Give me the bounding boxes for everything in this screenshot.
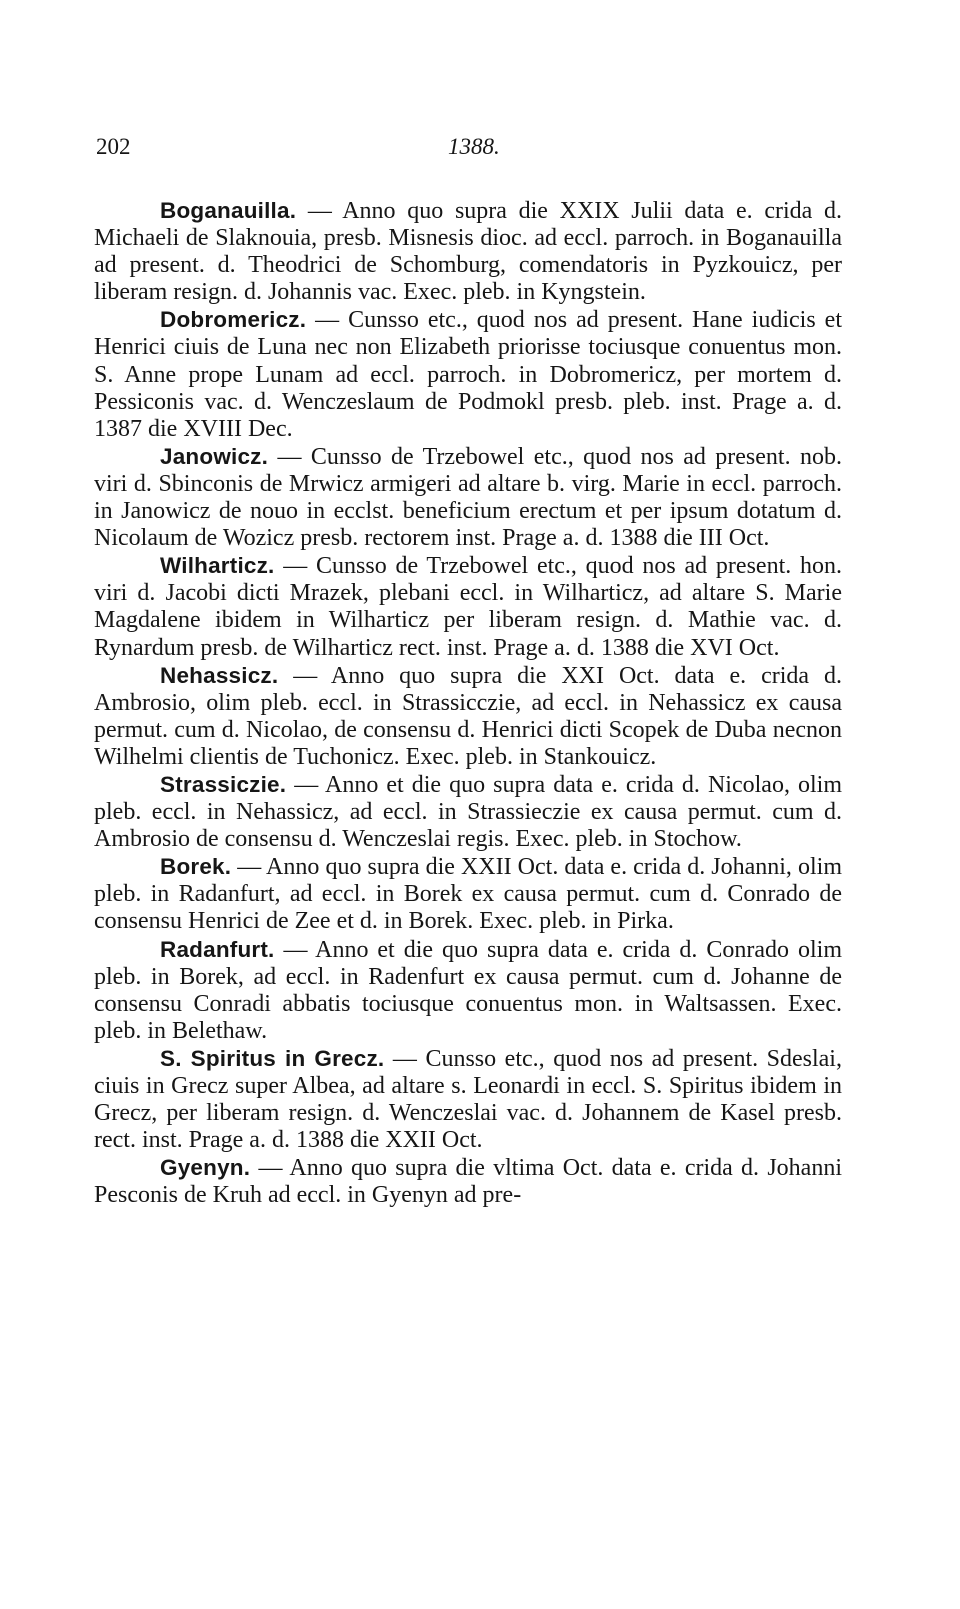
entry-text: — Anno quo supra die vltima Oct. data e. crida d. Johanni Pesconis de Kruh ad eccl. in Gyenyn ad pre- [94, 1155, 842, 1209]
entry-gyenyn [94, 1154, 842, 1209]
entry-janowicz [94, 443, 842, 552]
entry-text: — Anno et die quo supra data e. crida d. Nicolao, olim pleb. eccl. in Nehassicz, ad eccl. in Strassieczie ex causa permut. cum d. Ambrosio de consensu d. Wenczeslai regis. Exec. pleb. in Stochow. [94, 771, 842, 853]
entry-text: — Anno et die quo supra data e. crida d. Conrado olim pleb. in Borek, ad eccl. in Radenfurt ex causa permut. cum d. Johanne de consensu Conradi abbatis tociusque conuentus mon. in Waltsassen. Exec. pleb. in Belethaw. [94, 936, 842, 1044]
entry-place-name: Wilharticz. [160, 553, 275, 579]
page-year: 1388. [448, 134, 500, 159]
entry-boganauilla [94, 197, 842, 306]
document-body [94, 197, 842, 1209]
entry-borek [94, 853, 842, 935]
entry-text: — Cunsso de Trzebowel etc., quod nos ad present. nob. viri d. Sbinconis de Mrwicz armigeri ad altare b. virg. Marie in eccl. parroch. in Janowicz de nouo in ecclst. beneficium erectum et per ipsum dotatum d. Nicolaum de Wozicz presb. rectorem inst. Prage a. d. 1388 die III Oct. [94, 443, 842, 552]
entry-s-spiritus-in-grecz [94, 1045, 842, 1154]
entry-place-name: Borek. [160, 854, 232, 880]
entry-place-name: Radanfurt. [160, 936, 275, 962]
entry-place-name: Dobromericz. [160, 307, 307, 333]
entry-text: — Cunsso etc., quod nos ad present. Sdeslai, ciuis in Grecz super Albea, ad altare s. Leonardi in eccl. S. Spiritus ibidem in Grecz, per liberam resign. d. Wenczeslai vac. d. Johannem de Kasel presb. rect. inst. Prage a. d. 1388 die XXII Oct. [94, 1045, 842, 1154]
entry-place-name: S. Spiritus in Grecz. [160, 1045, 385, 1071]
entry-place-name: Boganauilla. [160, 198, 297, 223]
entry-radanfurt [94, 936, 842, 1045]
entry-place-name: Strassiczie. [160, 771, 287, 797]
entry-place-name: Gyenyn. [160, 1155, 251, 1181]
entry-place-name: Janowicz. [160, 443, 269, 469]
entry-text: — Cunsso de Trzebowel etc., quod nos ad present. hon. viri d. Jacobi dicti Mrazek, plebani eccl. in Wilharticz, ad altare S. Marie Magdalene ibidem in Wilharticz per liberam resign. d. Mathie vac. d. Rynardum presb. de Wilharticz rect. inst. Prage a. d. 1388 die XVI Oct. [94, 553, 842, 661]
entry-strassiczie [94, 771, 842, 853]
entry-dobromericz [94, 306, 842, 442]
entry-text: — Anno quo supra die XXI Oct. data e. crida d. Ambrosio, olim pleb. eccl. in Strassicczie, ad eccl. in Nehassicz ex causa permut. cum d. Nicolao, de consensu d. Henrici dicti Scopek de Duba necnon Wilhelmi clientis de Tuchonicz. Exec. pleb. in Stankouicz. [94, 662, 842, 770]
page-number: 202 [96, 134, 131, 159]
entry-text: — Cunsso etc., quod nos ad present. Hane iudicis et Henrici ciuis de Luna nec non Elizabeth priorisse tociusque conuentus mon. S. Anne prope Lunam ad eccl. parroch. in Dobromericz, per mortem d. Pessiconis vac. d. Wenczeslaum de Podmokl presb. pleb. inst. Prage a. d. 1387 die XVIII Dec. [94, 307, 842, 442]
entry-place-name: Nehassicz. [160, 662, 279, 688]
entry-nehassicz [94, 662, 842, 771]
entry-wilharticz [94, 552, 842, 661]
running-head [96, 134, 840, 164]
entry-text: — Anno quo supra die XXIX Julii data e. crida d. Michaeli de Slaknouia, presb. Misnesis dioc. ad eccl. parroch. in Boganauilla ad present. d. Theodrici de Schomburg, comendatoris in Pyzkouicz, per liberam resign. d. Johannis vac. Exec. pleb. in Kyngstein. [94, 198, 842, 306]
entry-text: — Anno quo supra die XXII Oct. data e. crida d. Johanni, olim pleb. in Radanfurt, ad eccl. in Borek ex causa permut. cum d. Conrado de consensu Henrici de Zee et d. in Borek. Exec. pleb. in Pirka. [94, 854, 842, 935]
